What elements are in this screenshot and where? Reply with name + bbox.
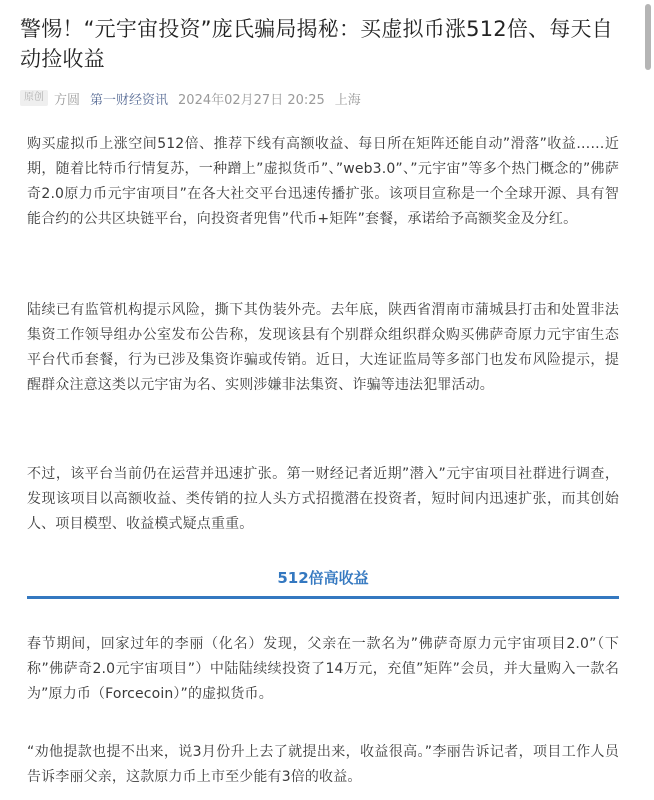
section-heading bbox=[27, 566, 619, 600]
publish-datetime: 2024年02月27日 20:25 bbox=[178, 92, 325, 108]
account-link[interactable]: 第一财经资讯 bbox=[90, 92, 169, 108]
scrollbar-thumb[interactable] bbox=[645, 4, 651, 70]
section-divider bbox=[27, 596, 619, 599]
article-paragraph: 陆续已有监管机构提示风险，撕下其伪装外壳。去年底，陕西省渭南市蒲城县打击和处置非法集资工作领导组办公室发布公告称，发现该县有个别群众组织群众购买佛萨奇原力元宇宙生态平台代币套餐，行为已涉及集资诈骗或传销。近日，大连证监局等多部门也发布风险提示，提醒群众注意这类以元宇宙为名、实则涉嫌非法集资、诈骗等违法犯罪活动。 bbox=[27, 302, 619, 393]
article-title: 警惕！“元宇宙投资”庞氏骗局揭秘：买虚拟币涨512倍、每天自动捡收益 bbox=[20, 17, 613, 71]
author-name: 方圆 bbox=[54, 92, 81, 108]
article-paragraph: 不过，该平台当前仍在运营并迅速扩张。第一财经记者近期”潜入”元宇宙项目社群进行调查，发现该项目以高额收益、类传销的拉人头方式招揽潜在投资者，短时间内迅速扩张，而其创始人、项目模型、收益模式疑点重重。 bbox=[27, 466, 619, 532]
original-badge: 原创 bbox=[20, 90, 48, 106]
article-paragraph: 春节期间，回家过年的李丽（化名）发现，父亲在一款名为”佛萨奇原力元宇宙项目2.0”（下称”佛萨奇2.0元宇宙项目”）中陆陆续续投资了14万元，充值”矩阵”会员，并大量购入一款名为”原力币（Forcecoin）”的虚拟货币。 bbox=[27, 636, 619, 702]
article-paragraph: 购买虚拟币上涨空间512倍、推荐下线有高额收益、每日所在矩阵还能自动”滑落”收益……近期，随着比特币行情复苏，一种蹭上”虚拟货币”、”web3.0”、”元宇宙”等多个热门概念的”佛萨奇2.0原力币元宇宙项目”在各大社交平台迅速传播扩张。该项目宣称是一个全球开源、具有智能合约的公共区块链平台，向投资者兜售”代币+矩阵”套餐，承诺给予高额奖金及分红。 bbox=[27, 136, 619, 227]
article-paragraph: “劝他提款也提不出来，说3月份升上去了就提出来，收益很高。”李丽告诉记者，项目工作人员告诉李丽父亲，这款原力币上市至少能有3倍的收益。 bbox=[27, 744, 619, 785]
publish-location: 上海 bbox=[334, 92, 361, 108]
vertical-scrollbar[interactable] bbox=[644, 0, 652, 800]
article-meta bbox=[20, 88, 361, 108]
section-heading-title: 512倍高收益 bbox=[277, 569, 369, 587]
